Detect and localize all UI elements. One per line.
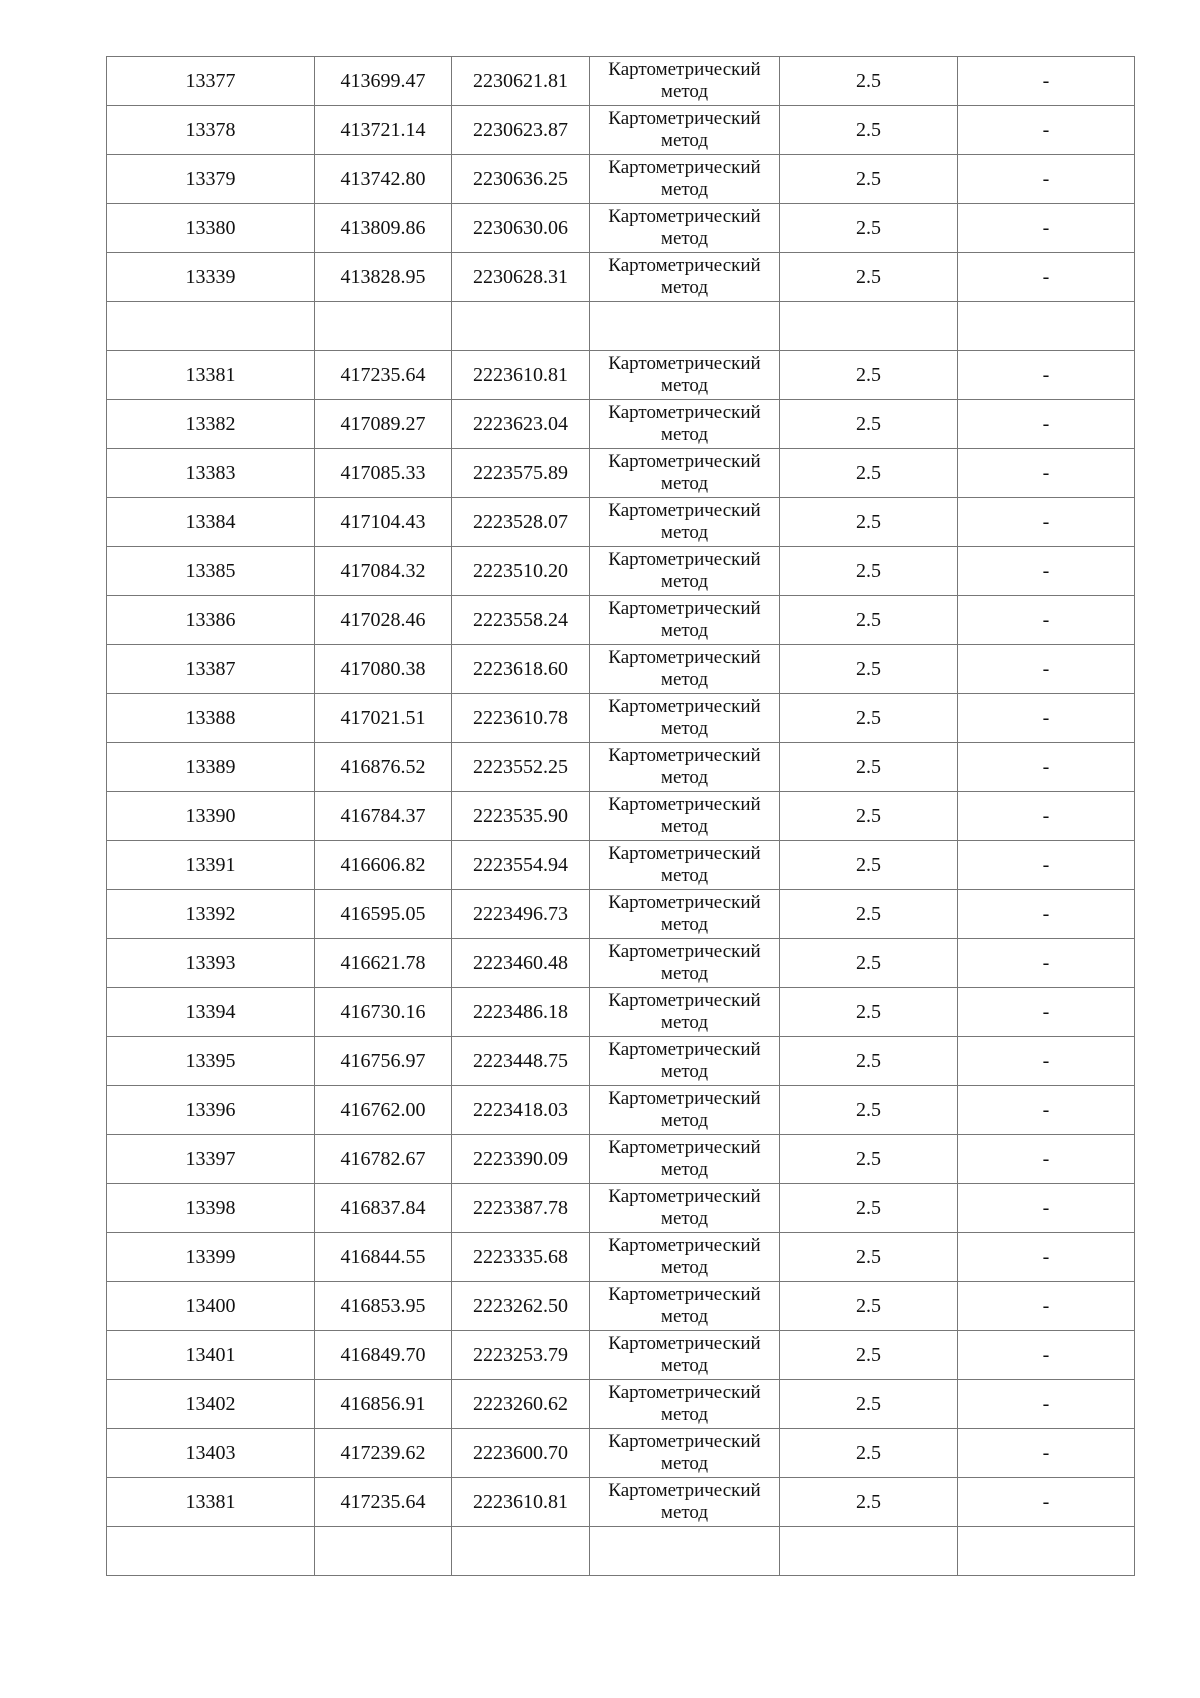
- y-coordinate-cell: 2223335.68: [452, 1233, 590, 1282]
- note-cell: -: [958, 939, 1135, 988]
- table-row: [107, 155, 1135, 204]
- method-text-line2: метод: [660, 1306, 709, 1327]
- method-text-line1: Картометрический: [608, 402, 761, 423]
- table-row: [107, 449, 1135, 498]
- method-text-line1: Картометрический: [608, 549, 761, 570]
- accuracy-cell: 2.5: [780, 204, 958, 253]
- y-coordinate-cell: 2223387.78: [452, 1184, 590, 1233]
- y-coordinate-cell: 2223535.90: [452, 792, 590, 841]
- method-cell: [590, 1282, 780, 1331]
- table-row: [107, 890, 1135, 939]
- table-row: [107, 1429, 1135, 1478]
- accuracy-cell: 2.5: [780, 890, 958, 939]
- point-number-cell: 13378: [107, 106, 315, 155]
- x-coordinate-cell: 417239.62: [315, 1429, 452, 1478]
- method-cell: [590, 1086, 780, 1135]
- y-coordinate-cell: 2223610.78: [452, 694, 590, 743]
- method-text-line1: Картометрический: [608, 1382, 761, 1403]
- method-text-line1: Картометрический: [608, 941, 761, 962]
- method-text-line2: метод: [660, 620, 709, 641]
- accuracy-cell: 2.5: [780, 939, 958, 988]
- method-cell: [590, 155, 780, 204]
- method-cell: [590, 449, 780, 498]
- y-coordinate-cell: 2230636.25: [452, 155, 590, 204]
- note-cell: -: [958, 1135, 1135, 1184]
- method-cell: [590, 1037, 780, 1086]
- method-text-line1: Картометрический: [608, 1284, 761, 1305]
- x-coordinate-cell: 416606.82: [315, 841, 452, 890]
- table-row: [107, 743, 1135, 792]
- method-text-line1: Картометрический: [608, 745, 761, 766]
- accuracy-cell: [780, 302, 958, 351]
- method-text-line1: Картометрический: [608, 451, 761, 472]
- x-coordinate-cell: 416782.67: [315, 1135, 452, 1184]
- point-number-cell: 13399: [107, 1233, 315, 1282]
- method-text-line1: Картометрический: [608, 1431, 761, 1452]
- method-text-line2: метод: [660, 522, 709, 543]
- note-cell: -: [958, 596, 1135, 645]
- table-row: [107, 1282, 1135, 1331]
- method-text-line2: метод: [660, 718, 709, 739]
- point-number-cell: 13386: [107, 596, 315, 645]
- x-coordinate-cell: 416595.05: [315, 890, 452, 939]
- method-cell: [590, 547, 780, 596]
- method-text-line2: метод: [660, 228, 709, 249]
- accuracy-cell: 2.5: [780, 645, 958, 694]
- accuracy-cell: 2.5: [780, 253, 958, 302]
- note-cell: -: [958, 449, 1135, 498]
- table-row: [107, 792, 1135, 841]
- y-coordinate-cell: 2223253.79: [452, 1331, 590, 1380]
- method-cell: [590, 204, 780, 253]
- method-cell: [590, 57, 780, 106]
- method-cell: [590, 890, 780, 939]
- accuracy-cell: 2.5: [780, 1380, 958, 1429]
- method-text-line2: метод: [660, 1453, 709, 1474]
- table-row: [107, 939, 1135, 988]
- accuracy-cell: 2.5: [780, 743, 958, 792]
- y-coordinate-cell: 2223418.03: [452, 1086, 590, 1135]
- method-text-line2: метод: [660, 1061, 709, 1082]
- y-coordinate-cell: 2223610.81: [452, 351, 590, 400]
- method-text-line1: Картометрический: [608, 892, 761, 913]
- note-cell: -: [958, 351, 1135, 400]
- note-cell: -: [958, 204, 1135, 253]
- x-coordinate-cell: 417089.27: [315, 400, 452, 449]
- y-coordinate-cell: 2223260.62: [452, 1380, 590, 1429]
- point-number-cell: 13382: [107, 400, 315, 449]
- accuracy-cell: 2.5: [780, 400, 958, 449]
- table-row: [107, 1135, 1135, 1184]
- method-text-line1: Картометрический: [608, 206, 761, 227]
- x-coordinate-cell: 417028.46: [315, 596, 452, 645]
- method-text-line1: Картометрический: [608, 59, 761, 80]
- x-coordinate-cell: 417085.33: [315, 449, 452, 498]
- method-text-line2: метод: [660, 375, 709, 396]
- y-coordinate-cell: 2223262.50: [452, 1282, 590, 1331]
- note-cell: -: [958, 498, 1135, 547]
- point-number-cell: 13393: [107, 939, 315, 988]
- note-cell: -: [958, 1429, 1135, 1478]
- note-cell: -: [958, 1233, 1135, 1282]
- method-text-line1: Картометрический: [608, 1088, 761, 1109]
- y-coordinate-cell: 2223623.04: [452, 400, 590, 449]
- table-row: [107, 1037, 1135, 1086]
- x-coordinate-cell: 416784.37: [315, 792, 452, 841]
- y-coordinate-cell: 2230628.31: [452, 253, 590, 302]
- table-row: [107, 1478, 1135, 1527]
- x-coordinate-cell: 416849.70: [315, 1331, 452, 1380]
- note-cell: -: [958, 253, 1135, 302]
- note-cell: -: [958, 792, 1135, 841]
- point-number-cell: 13380: [107, 204, 315, 253]
- method-text-line2: метод: [660, 669, 709, 690]
- point-number-cell: 13403: [107, 1429, 315, 1478]
- method-text-line2: метод: [660, 81, 709, 102]
- x-coordinate-cell: 413721.14: [315, 106, 452, 155]
- x-coordinate-cell: 413828.95: [315, 253, 452, 302]
- note-cell: -: [958, 1282, 1135, 1331]
- method-text-line1: Картометрический: [608, 990, 761, 1011]
- method-text-line2: метод: [660, 1502, 709, 1523]
- point-number-cell: 13398: [107, 1184, 315, 1233]
- method-cell: [590, 596, 780, 645]
- table-row: [107, 1086, 1135, 1135]
- x-coordinate-cell: 416756.97: [315, 1037, 452, 1086]
- point-number-cell: 13381: [107, 351, 315, 400]
- table-body: [107, 57, 1135, 1576]
- method-text-line1: Картометрический: [608, 647, 761, 668]
- note-cell: -: [958, 841, 1135, 890]
- x-coordinate-cell: 416621.78: [315, 939, 452, 988]
- method-text-line1: Картометрический: [608, 500, 761, 521]
- table-row: [107, 988, 1135, 1037]
- method-text-line1: Картометрический: [608, 1186, 761, 1207]
- accuracy-cell: 2.5: [780, 1086, 958, 1135]
- point-number-cell: 13377: [107, 57, 315, 106]
- note-cell: -: [958, 400, 1135, 449]
- table-row: [107, 204, 1135, 253]
- method-text-line1: Картометрический: [608, 1235, 761, 1256]
- method-cell: [590, 253, 780, 302]
- method-cell: [590, 939, 780, 988]
- method-text-line1: Картометрический: [608, 843, 761, 864]
- x-coordinate-cell: 416837.84: [315, 1184, 452, 1233]
- note-cell: [958, 1527, 1135, 1576]
- table-row: [107, 1331, 1135, 1380]
- table-row: [107, 57, 1135, 106]
- table-row: [107, 302, 1135, 351]
- method-text-line2: метод: [660, 1012, 709, 1033]
- method-text-line2: метод: [660, 816, 709, 837]
- x-coordinate-cell: 417104.43: [315, 498, 452, 547]
- note-cell: -: [958, 694, 1135, 743]
- table-row: [107, 400, 1135, 449]
- table-row: [107, 645, 1135, 694]
- table-row: [107, 841, 1135, 890]
- method-text-line2: метод: [660, 963, 709, 984]
- x-coordinate-cell: 417021.51: [315, 694, 452, 743]
- method-text-line1: Картометрический: [608, 255, 761, 276]
- point-number-cell: 13402: [107, 1380, 315, 1429]
- x-coordinate-cell: 413699.47: [315, 57, 452, 106]
- method-cell: [590, 1380, 780, 1429]
- y-coordinate-cell: 2223496.73: [452, 890, 590, 939]
- note-cell: -: [958, 1380, 1135, 1429]
- method-text-line2: метод: [660, 1404, 709, 1425]
- y-coordinate-cell: 2223558.24: [452, 596, 590, 645]
- note-cell: -: [958, 1037, 1135, 1086]
- method-cell: [590, 351, 780, 400]
- note-cell: -: [958, 57, 1135, 106]
- note-cell: -: [958, 645, 1135, 694]
- y-coordinate-cell: 2223448.75: [452, 1037, 590, 1086]
- method-cell: [590, 106, 780, 155]
- method-text-line2: метод: [660, 1208, 709, 1229]
- x-coordinate-cell: 413742.80: [315, 155, 452, 204]
- point-number-cell: 13381: [107, 1478, 315, 1527]
- y-coordinate-cell: 2223390.09: [452, 1135, 590, 1184]
- table-row: [107, 253, 1135, 302]
- method-cell: [590, 694, 780, 743]
- table-row: [107, 1184, 1135, 1233]
- accuracy-cell: [780, 1527, 958, 1576]
- point-number-cell: 13400: [107, 1282, 315, 1331]
- note-cell: -: [958, 743, 1135, 792]
- y-coordinate-cell: 2223486.18: [452, 988, 590, 1037]
- y-coordinate-cell: 2230623.87: [452, 106, 590, 155]
- note-cell: -: [958, 988, 1135, 1037]
- accuracy-cell: 2.5: [780, 106, 958, 155]
- note-cell: [958, 302, 1135, 351]
- x-coordinate-cell: 417080.38: [315, 645, 452, 694]
- method-cell: [590, 498, 780, 547]
- accuracy-cell: 2.5: [780, 841, 958, 890]
- method-text-line1: Картометрический: [608, 157, 761, 178]
- y-coordinate-cell: 2223510.20: [452, 547, 590, 596]
- note-cell: -: [958, 1086, 1135, 1135]
- accuracy-cell: 2.5: [780, 596, 958, 645]
- method-cell: [590, 841, 780, 890]
- method-cell: [590, 988, 780, 1037]
- method-text-line2: метод: [660, 130, 709, 151]
- point-number-cell: 13339: [107, 253, 315, 302]
- table-row: [107, 351, 1135, 400]
- point-number-cell: 13389: [107, 743, 315, 792]
- point-number-cell: 13397: [107, 1135, 315, 1184]
- y-coordinate-cell: 2223600.70: [452, 1429, 590, 1478]
- point-number-cell: 13396: [107, 1086, 315, 1135]
- accuracy-cell: 2.5: [780, 1135, 958, 1184]
- x-coordinate-cell: [315, 302, 452, 351]
- method-cell: [590, 302, 780, 351]
- method-cell: [590, 1331, 780, 1380]
- accuracy-cell: 2.5: [780, 498, 958, 547]
- table-row: [107, 1380, 1135, 1429]
- table-row: [107, 498, 1135, 547]
- point-number-cell: [107, 302, 315, 351]
- x-coordinate-cell: 417235.64: [315, 1478, 452, 1527]
- coordinates-table: [106, 56, 1135, 1576]
- x-coordinate-cell: 416876.52: [315, 743, 452, 792]
- point-number-cell: 13384: [107, 498, 315, 547]
- point-number-cell: 13383: [107, 449, 315, 498]
- method-cell: [590, 645, 780, 694]
- y-coordinate-cell: [452, 1527, 590, 1576]
- point-number-cell: 13385: [107, 547, 315, 596]
- method-cell: [590, 1135, 780, 1184]
- method-text-line2: метод: [660, 571, 709, 592]
- method-cell: [590, 1184, 780, 1233]
- y-coordinate-cell: [452, 302, 590, 351]
- table-row: [107, 596, 1135, 645]
- accuracy-cell: 2.5: [780, 1331, 958, 1380]
- accuracy-cell: 2.5: [780, 694, 958, 743]
- method-text-line1: Картометрический: [608, 1039, 761, 1060]
- method-text-line1: Картометрический: [608, 1137, 761, 1158]
- y-coordinate-cell: 2223575.89: [452, 449, 590, 498]
- method-text-line1: Картометрический: [608, 696, 761, 717]
- accuracy-cell: 2.5: [780, 792, 958, 841]
- method-cell: [590, 792, 780, 841]
- note-cell: -: [958, 106, 1135, 155]
- method-text-line2: метод: [660, 179, 709, 200]
- point-number-cell: 13401: [107, 1331, 315, 1380]
- point-number-cell: 13388: [107, 694, 315, 743]
- accuracy-cell: 2.5: [780, 1184, 958, 1233]
- accuracy-cell: 2.5: [780, 351, 958, 400]
- method-text-line1: Картометрический: [608, 353, 761, 374]
- method-cell: [590, 1429, 780, 1478]
- x-coordinate-cell: 416844.55: [315, 1233, 452, 1282]
- x-coordinate-cell: 417235.64: [315, 351, 452, 400]
- y-coordinate-cell: 2223618.60: [452, 645, 590, 694]
- accuracy-cell: 2.5: [780, 547, 958, 596]
- y-coordinate-cell: 2230621.81: [452, 57, 590, 106]
- note-cell: -: [958, 547, 1135, 596]
- point-number-cell: 13394: [107, 988, 315, 1037]
- method-text-line2: метод: [660, 914, 709, 935]
- method-cell: [590, 743, 780, 792]
- method-text-line2: метод: [660, 1159, 709, 1180]
- method-text-line1: Картометрический: [608, 1333, 761, 1354]
- method-text-line2: метод: [660, 767, 709, 788]
- method-cell: [590, 400, 780, 449]
- method-text-line2: метод: [660, 1110, 709, 1131]
- table-row: [107, 106, 1135, 155]
- method-text-line2: метод: [660, 473, 709, 494]
- method-cell: [590, 1478, 780, 1527]
- method-text-line2: метод: [660, 1355, 709, 1376]
- x-coordinate-cell: 413809.86: [315, 204, 452, 253]
- y-coordinate-cell: 2223460.48: [452, 939, 590, 988]
- accuracy-cell: 2.5: [780, 57, 958, 106]
- method-text-line2: метод: [660, 277, 709, 298]
- method-text-line1: Картометрический: [608, 794, 761, 815]
- x-coordinate-cell: 416730.16: [315, 988, 452, 1037]
- note-cell: -: [958, 1478, 1135, 1527]
- point-number-cell: 13392: [107, 890, 315, 939]
- note-cell: -: [958, 1184, 1135, 1233]
- point-number-cell: 13395: [107, 1037, 315, 1086]
- table-row: [107, 547, 1135, 596]
- note-cell: -: [958, 890, 1135, 939]
- method-text-line2: метод: [660, 1257, 709, 1278]
- method-text-line2: метод: [660, 424, 709, 445]
- method-text-line1: Картометрический: [608, 1480, 761, 1501]
- accuracy-cell: 2.5: [780, 1037, 958, 1086]
- accuracy-cell: 2.5: [780, 988, 958, 1037]
- y-coordinate-cell: 2223610.81: [452, 1478, 590, 1527]
- point-number-cell: 13379: [107, 155, 315, 204]
- y-coordinate-cell: 2223554.94: [452, 841, 590, 890]
- method-text-line1: Картометрический: [608, 598, 761, 619]
- method-text-line1: Картометрический: [608, 108, 761, 129]
- accuracy-cell: 2.5: [780, 1429, 958, 1478]
- point-number-cell: 13387: [107, 645, 315, 694]
- accuracy-cell: 2.5: [780, 155, 958, 204]
- y-coordinate-cell: 2230630.06: [452, 204, 590, 253]
- accuracy-cell: 2.5: [780, 1282, 958, 1331]
- accuracy-cell: 2.5: [780, 1233, 958, 1282]
- note-cell: -: [958, 1331, 1135, 1380]
- x-coordinate-cell: 416853.95: [315, 1282, 452, 1331]
- point-number-cell: 13390: [107, 792, 315, 841]
- y-coordinate-cell: 2223528.07: [452, 498, 590, 547]
- table-row: [107, 1233, 1135, 1282]
- table-row: [107, 694, 1135, 743]
- table-row: [107, 1527, 1135, 1576]
- x-coordinate-cell: 416762.00: [315, 1086, 452, 1135]
- point-number-cell: 13391: [107, 841, 315, 890]
- accuracy-cell: 2.5: [780, 1478, 958, 1527]
- x-coordinate-cell: [315, 1527, 452, 1576]
- method-cell: [590, 1233, 780, 1282]
- method-cell: [590, 1527, 780, 1576]
- y-coordinate-cell: 2223552.25: [452, 743, 590, 792]
- accuracy-cell: 2.5: [780, 449, 958, 498]
- x-coordinate-cell: 416856.91: [315, 1380, 452, 1429]
- x-coordinate-cell: 417084.32: [315, 547, 452, 596]
- note-cell: -: [958, 155, 1135, 204]
- method-text-line2: метод: [660, 865, 709, 886]
- point-number-cell: [107, 1527, 315, 1576]
